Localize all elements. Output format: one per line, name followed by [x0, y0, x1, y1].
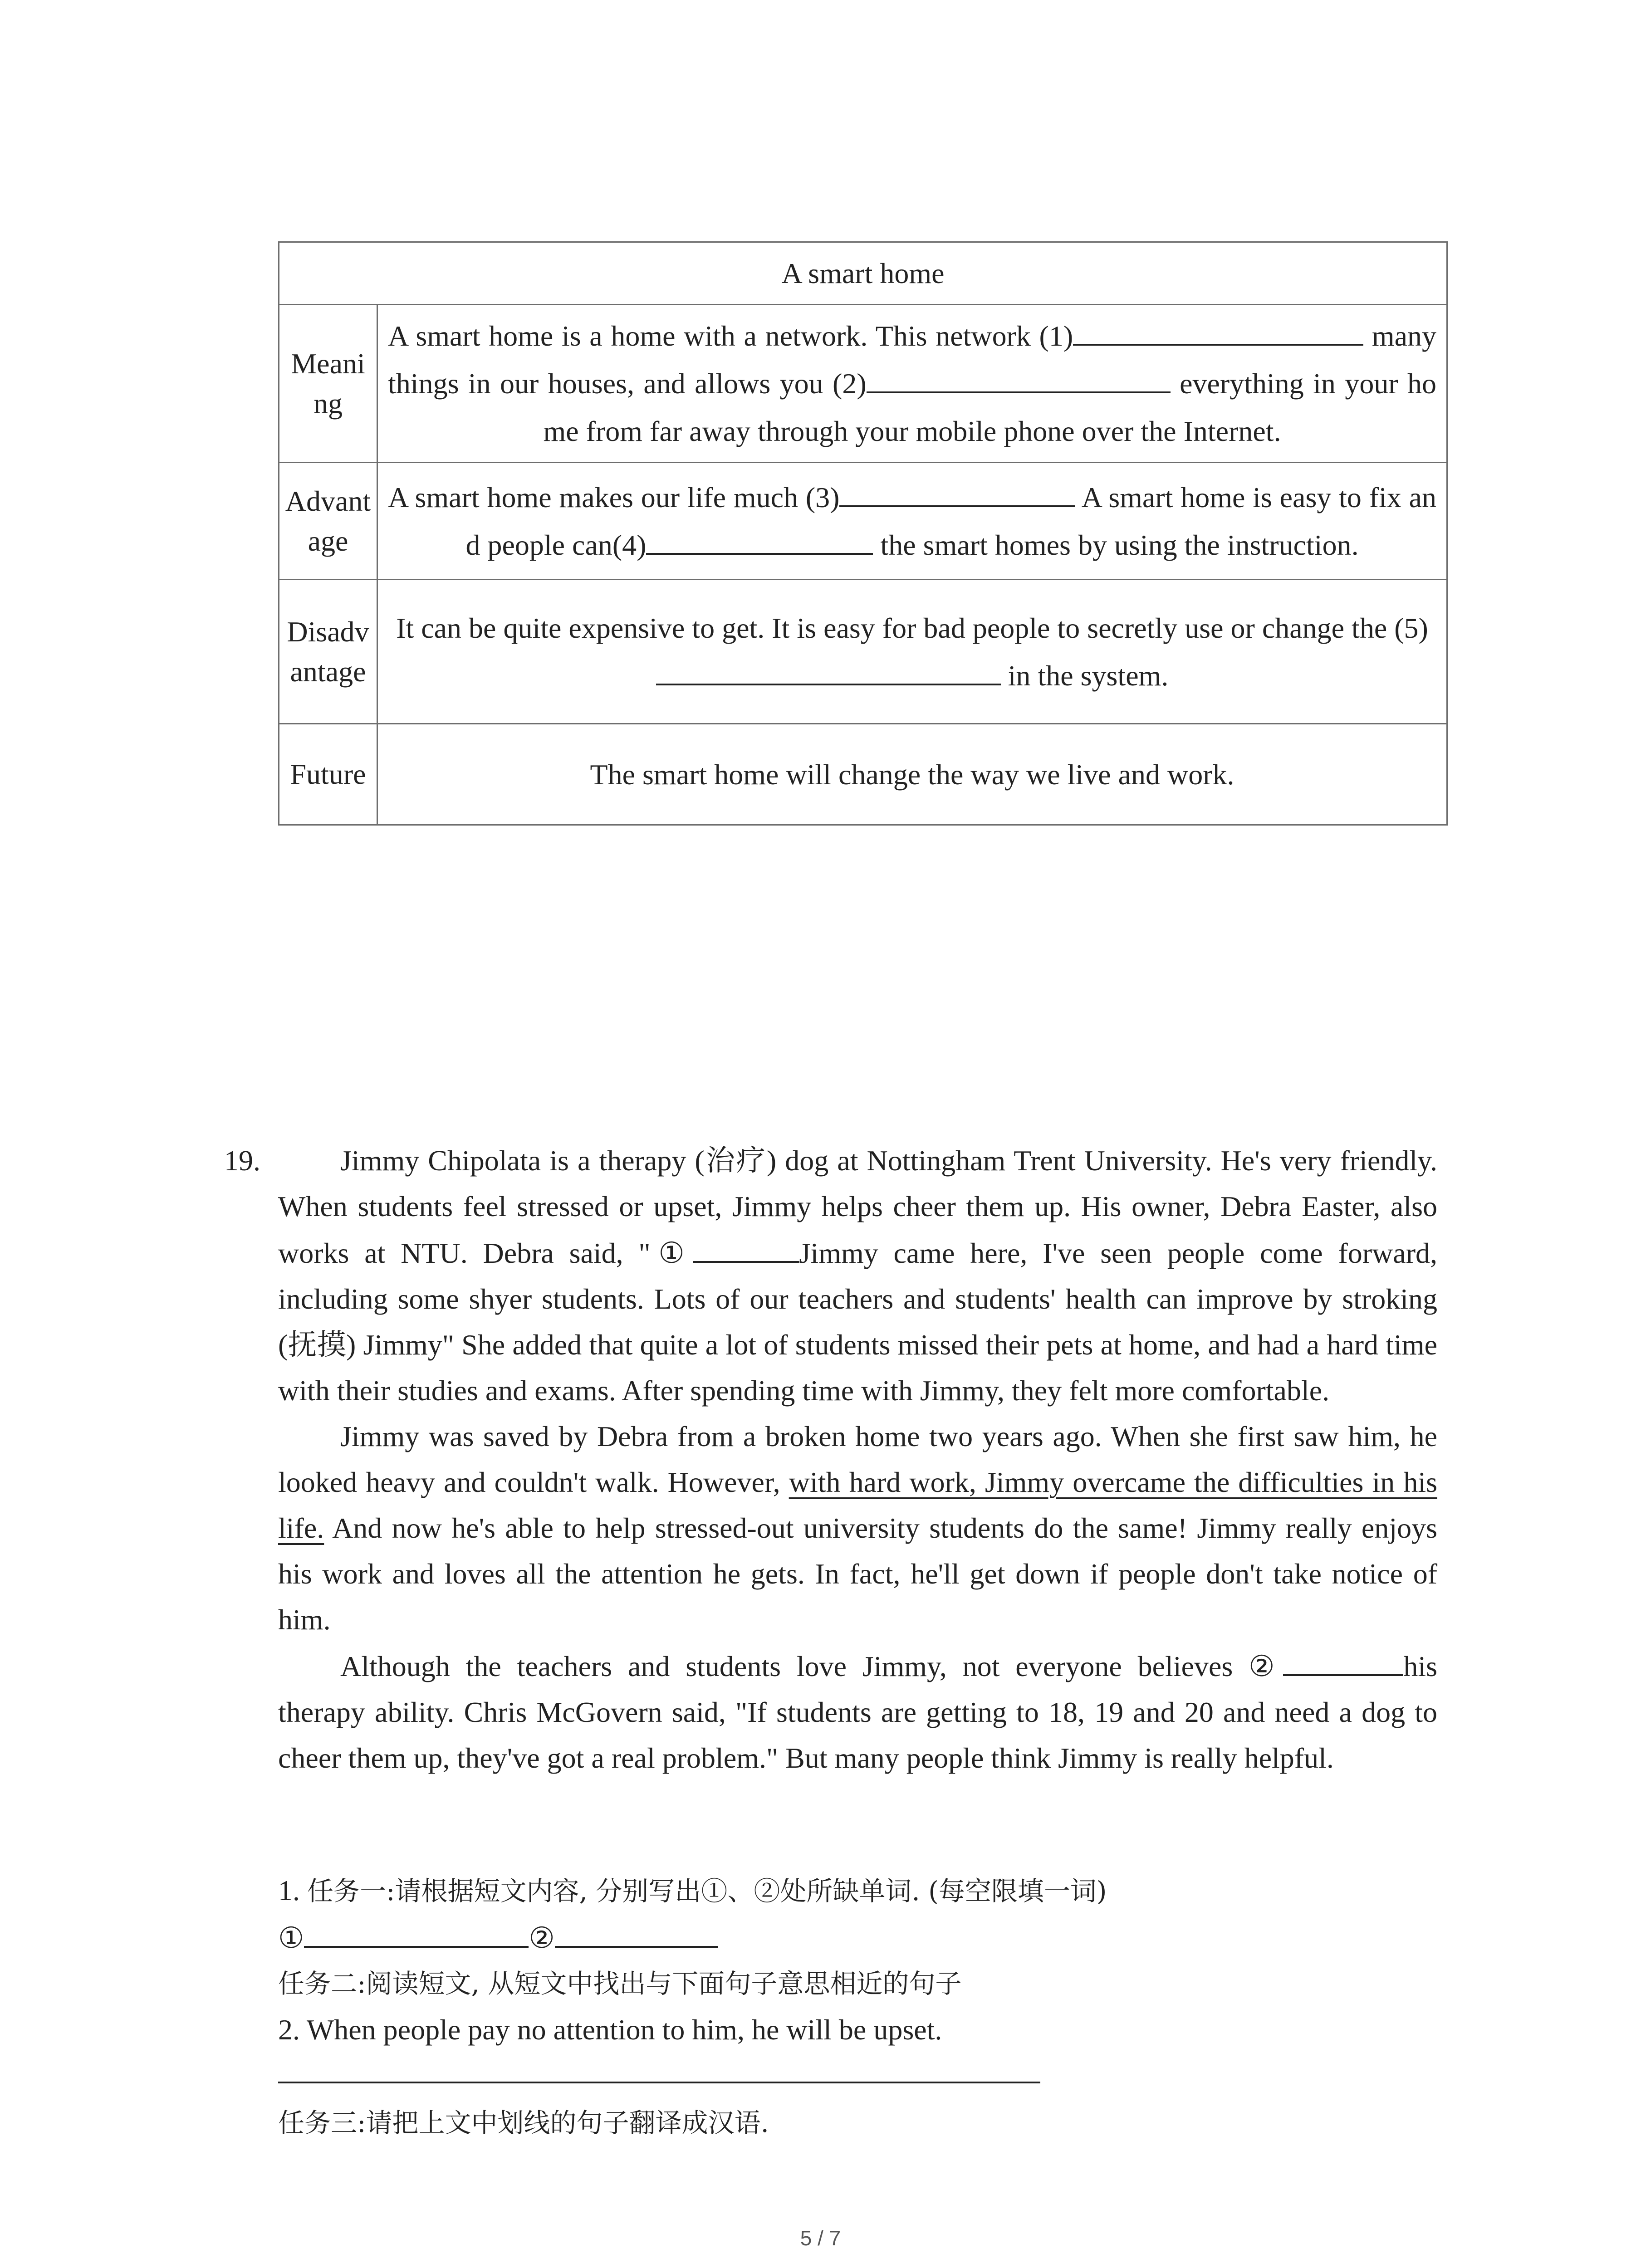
disadvantage-text-1: It can be quite expensive to get. It is easy for bad people to secretly use or change the (5) — [396, 611, 1428, 644]
paragraph-1-text-a: Jimmy Chipolata is a therapy (治疗) dog at Nottingham Trent University. He's very friendly. When students feel stressed or upset, Jimmy helps cheer them up. His owner, Debra Easter, also works at NTU. Debra said, "① — [278, 1144, 1437, 1269]
paragraph-2-text-a: Jimmy was saved by Debra from a broken home two years ago. When she first saw him, he looked heavy and couldn't walk. However, — [278, 1420, 1437, 1498]
blank-4[interactable] — [646, 521, 873, 555]
blank-1[interactable] — [1073, 312, 1363, 346]
question-number: 19. — [224, 1144, 260, 1177]
underlined-sentence: with hard work, Jimmy overcame the difficulties in his life. — [278, 1466, 1438, 1544]
blank-5[interactable] — [656, 652, 1001, 685]
table-row — [279, 724, 1447, 825]
answer-mark-1: ① — [278, 1922, 304, 1954]
row-label-meaning: Meaning — [279, 305, 377, 463]
passage-paragraph-2 — [278, 1413, 1437, 1642]
task-2-instruction: 任务二:阅读短文, 从短文中找出与下面句子意思相近的句子 — [278, 1968, 962, 1999]
task-1-answers — [278, 1914, 1437, 1961]
advantage-text-2: A smart home is easy to fix and people can(4) — [465, 481, 1437, 561]
meaning-text-3: everything in your home from far away through your mobile phone over the Internet. — [543, 367, 1437, 447]
paragraph-3-text-b: his therapy ability. Chris McGovern said, "If students are getting to 18, 19 and 20 and need a dog to cheer them up, they've got a real problem." But many people think Jimmy is really helpful. — [278, 1650, 1437, 1774]
meaning-cell — [377, 305, 1447, 463]
smart-home-table — [278, 241, 1448, 826]
disadvantage-cell — [377, 580, 1447, 724]
passage-paragraph-3 — [278, 1642, 1437, 1781]
table-title: A smart home — [279, 242, 1447, 305]
paragraph-2-text-b: And now he's able to help stressed-out university students do the same! Jimmy really enjoys his work and loves all the attention he gets. In fact, he'll get down if people don't take notice of him. — [278, 1512, 1437, 1636]
reading-passage — [278, 1138, 1437, 1781]
disadvantage-text-2: in the system. — [1008, 659, 1169, 692]
blank-circle-1[interactable] — [693, 1229, 799, 1263]
blank-2[interactable] — [867, 360, 1171, 393]
task-3-instruction: 任务三:请把上文中划线的句子翻译成汉语. — [278, 2107, 769, 2138]
row-label-disadvantage: Disadvantage — [279, 580, 377, 724]
task-1-instruction: 任务一:请根据短文内容, 分别写出①、②处所缺单词. (每空限填一词) — [307, 1876, 1107, 1906]
task-1-prefix: 1. — [278, 1874, 307, 1906]
advantage-text-1: A smart home makes our life much (3) — [388, 481, 840, 513]
answer-blank-2[interactable] — [555, 1914, 718, 1948]
row-label-future: Future — [279, 724, 377, 825]
advantage-text-3: the smart homes by using the instruction. — [880, 528, 1359, 561]
answer-mark-2: ② — [529, 1922, 555, 1954]
future-cell: The smart home will change the way we live and work. — [377, 724, 1447, 825]
blank-circle-2[interactable] — [1283, 1642, 1403, 1676]
task-1-line — [278, 1867, 1437, 1914]
advantage-cell — [377, 463, 1447, 580]
meaning-text-2: many things in our houses, and allows you (2) — [388, 320, 1437, 400]
task-2-sentence: 2. When people pay no attention to him, he will be upset. — [278, 2014, 942, 2046]
task-2-answer-line[interactable] — [278, 2053, 1040, 2083]
blank-3[interactable] — [839, 474, 1075, 507]
table-row — [279, 580, 1447, 724]
row-label-advantage: Advantage — [279, 463, 377, 580]
passage-paragraph-1 — [278, 1138, 1437, 1413]
table-row — [279, 305, 1447, 463]
meaning-text-1: A smart home is a home with a network. This network (1) — [388, 320, 1073, 352]
paragraph-1-text-b: Jimmy came here, I've seen people come forward, including some shyer students. Lots of our teachers and students' health can improve by stroking (抚摸) Jimmy" She added that quite a lot of students missed their pets at home, and had a hard time with their studies and exams. After spending time with Jimmy, they felt more comfortable. — [278, 1237, 1438, 1407]
task-section — [278, 1867, 1437, 2146]
paragraph-3-text-a: Although the teachers and students love Jimmy, not everyone believes ② — [340, 1650, 1283, 1682]
table-row — [279, 463, 1447, 580]
page-number: 5 / 7 — [800, 2226, 841, 2250]
answer-blank-1[interactable] — [304, 1914, 529, 1948]
